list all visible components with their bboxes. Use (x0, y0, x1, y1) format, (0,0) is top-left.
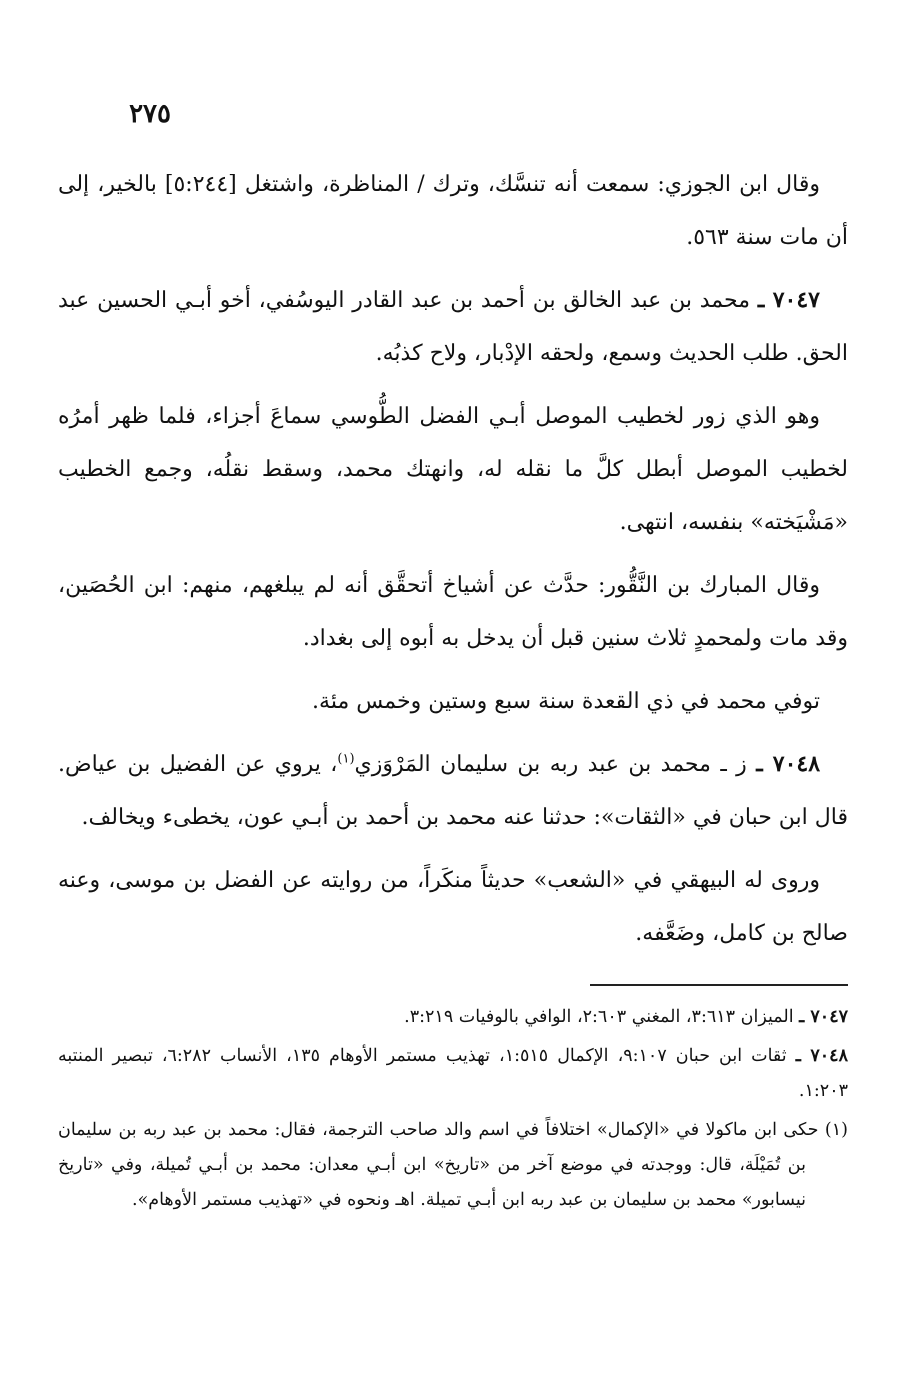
paragraph-death-date (58, 675, 848, 728)
entry-7047 (58, 274, 848, 380)
paragraph-text: وروى له البيهقي في «الشعب» حديثاً منكَراً، من روايته عن الفضل بن موسى، وعنه صالح بن كامل، وضَعَّفه. (58, 868, 848, 946)
footnote-7048 (58, 1039, 848, 1109)
footnote-number: ٧٠٤٨ ـ (795, 1046, 848, 1066)
footnote-text: الميزان ٣:٦١٣، المغني ٢:٦٠٣، الوافي بالوفيات ٣:٢١٩. (404, 1007, 794, 1027)
main-text (58, 158, 848, 970)
paragraph-text: توفي محمد في ذي القعدة سنة سبع وستين وخمس مئة. (312, 689, 820, 714)
entry-7048 (58, 738, 848, 844)
footnote-divider (590, 984, 848, 986)
entry-number: ٧٠٤٨ ـ (756, 751, 821, 777)
entry-text-part-2: ، يروي عن الفضيل بن عياض. قال ابن حبان في «الثقات»: حدثنا عنه محمد بن أحمد بن أبـي عون، يخطىء ويخالف. (58, 752, 848, 830)
footnote-number: (١) (824, 1120, 848, 1140)
paragraph-ibn-al-jawzi (58, 158, 848, 264)
entry-text-part-1: ز ـ محمد بن عبد ربه بن سليمان المَرْوَزي (354, 752, 747, 777)
footnote-text: حكى ابن ماكولا في «الإكمال» اختلافاً في اسم والد صاحب الترجمة، فقال: محمد بن عبد ربه بن سليمان بن تُمَيْلَة، قال: ووجدته في موضع آخر من «تاريخ» ابن أبـي معدان: محمد بن أبـي تُميلة، وفي «تاريخ نيسابور» محمد بن سليمان بن عبد ربه ابن أبـي تميلة. اهـ ونحوه في «تهذيب مستمر الأوهام». (58, 1120, 819, 1210)
entry-number: ٧٠٤٧ ـ (757, 287, 820, 313)
footnote-1 (58, 1113, 848, 1218)
paragraph-ibn-al-naqqur (58, 559, 848, 665)
footnote-text: ثقات ابن حبان ٩:١٠٧، الإكمال ١:٥١٥، تهذيب مستمر الأوهام ١٣٥، الأنساب ٦:٢٨٢، تبصير المنتبه ١:٢٠٣. (58, 1046, 848, 1101)
entry-text: محمد بن عبد الخالق بن أحمد بن عبد القادر اليوسُفي، أخو أبـي الحسين عبد الحق. طلب الحديث وسمع، ولحقه الإدْبار، ولاح كذبُه. (58, 288, 848, 366)
footnote-7047 (58, 1000, 848, 1035)
paragraph-al-bayhaqi (58, 854, 848, 960)
paragraph-text: وهو الذي زور لخطيب الموصل أبـي الفضل الطُّوسي سماعَ أجزاء، فلما ظهر أمرُه لخطيب الموصل أبطل كلَّ ما نقله له، وانهتك محمد، وسقط نقلُه، وجمع الخطيب «مَشْيَخته» بنفسه، انتهى. (58, 404, 848, 535)
footnote-reference-1[interactable]: (١) (337, 751, 355, 767)
page-number: ٢٧٥ (129, 99, 171, 129)
paragraph-text: وقال ابن الجوزي: سمعت أنه تنسَّك، وترك / المناظرة، واشتغل [٥:٢٤٤] بالخير، إلى أن مات سنة ٥٦٣. (58, 172, 848, 250)
paragraph-text: وقال المبارك بن النَّقُّور: حدَّث عن أشياخ أتحقَّق أنه لم يبلغهم، منهم: ابن الحُصَين، وقد مات ولمحمدٍ ثلاث سنين قبل أن يدخل به أبوه إلى بغداد. (58, 573, 848, 651)
paragraph-al-tusi (58, 390, 848, 549)
footnote-number: ٧٠٤٧ ـ (799, 1007, 848, 1027)
footnotes (58, 1000, 848, 1222)
